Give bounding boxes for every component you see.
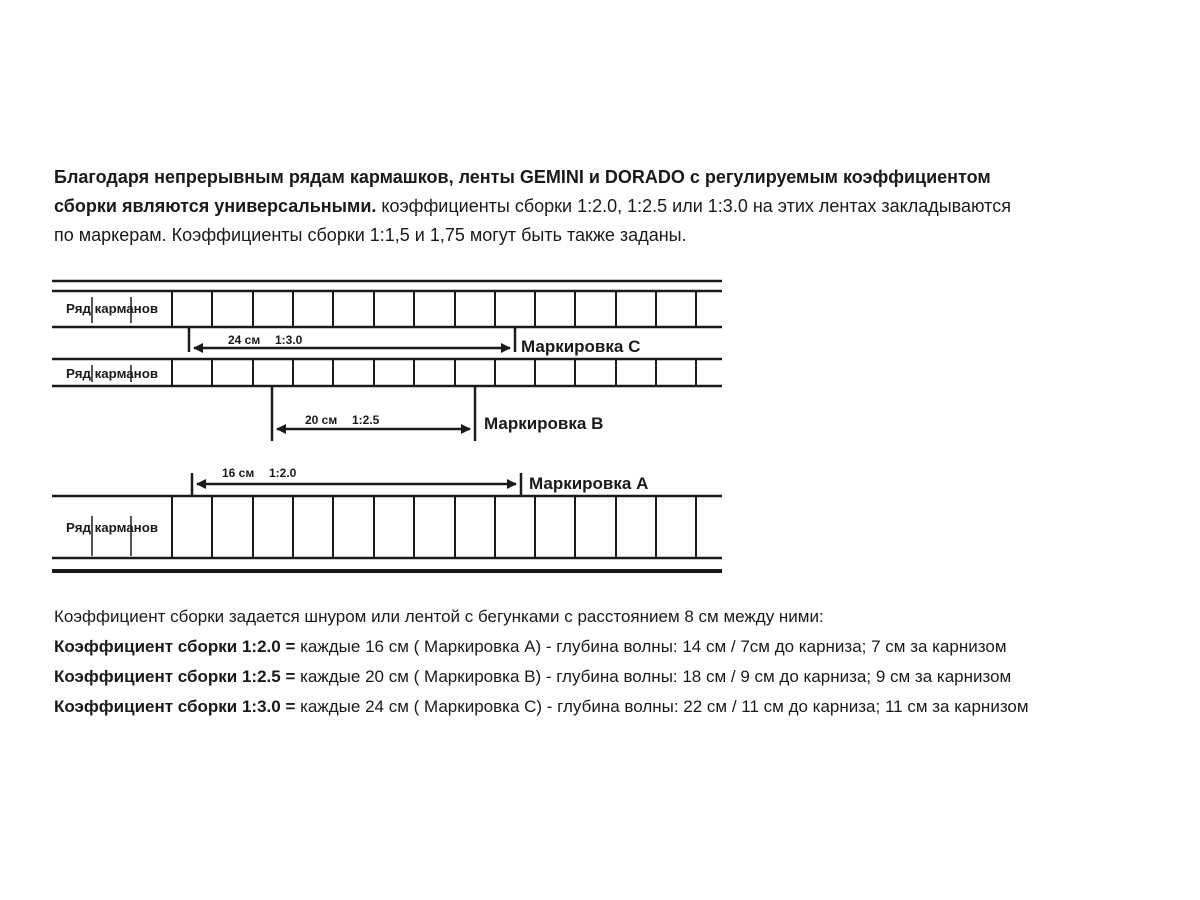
intro-line-1: Благодаря непрерывным рядам кармашков, ленты GEMINI и DORADO с регулируемым коэффициентом <box>54 167 991 187</box>
dimension-ratio: 1:2.0 <box>269 466 297 480</box>
dimension-a <box>192 466 648 496</box>
marking-label: Маркировка B <box>484 414 604 433</box>
dimension-distance: 24 см <box>228 333 261 347</box>
row-label: Ряд карманов <box>66 366 159 381</box>
notes-intro: Коэффициент сборки задается шнуром или лентой с бегунками с расстоянием 8 см между ними: <box>54 607 824 626</box>
dimension-distance: 16 см <box>222 466 255 480</box>
gathering-notes <box>54 602 1174 722</box>
dimension-distance: 20 см <box>305 413 338 427</box>
dimension-b <box>272 386 603 441</box>
row-label: Ряд карманов <box>66 520 159 535</box>
dimension-c <box>189 327 640 356</box>
intro-line-2: сборки являются универсальными. коэффициенты сборки 1:2.0, 1:2.5 или 1:3.0 на этих лентах закладываются <box>54 196 1011 216</box>
note-ratio-3-0: Коэффициент сборки 1:3.0 = каждые 24 см ( Маркировка C) - глубина волны: 22 см / 11 см до карниза; 11 см за карнизом <box>54 697 1029 716</box>
note-ratio-2-5: Коэффициент сборки 1:2.5 = каждые 20 см ( Маркировка B) - глубина волны: 18 см / 9 см до карниза; 9 см за карнизом <box>54 667 1012 686</box>
dimension-ratio: 1:2.5 <box>352 413 380 427</box>
marking-label: Маркировка A <box>529 474 649 493</box>
dimension-ratio: 1:3.0 <box>275 333 303 347</box>
row-label: Ряд карманов <box>66 301 159 316</box>
note-ratio-2-0: Коэффициент сборки 1:2.0 = каждые 16 см ( Маркировка A) - глубина волны: 14 см / 7см до карниза; 7 см за карнизом <box>54 637 1007 656</box>
marking-label: Маркировка C <box>521 337 641 356</box>
intro-line-3: по маркерам. Коэффициенты сборки 1:1,5 и 1,75 могут быть также заданы. <box>54 225 687 245</box>
